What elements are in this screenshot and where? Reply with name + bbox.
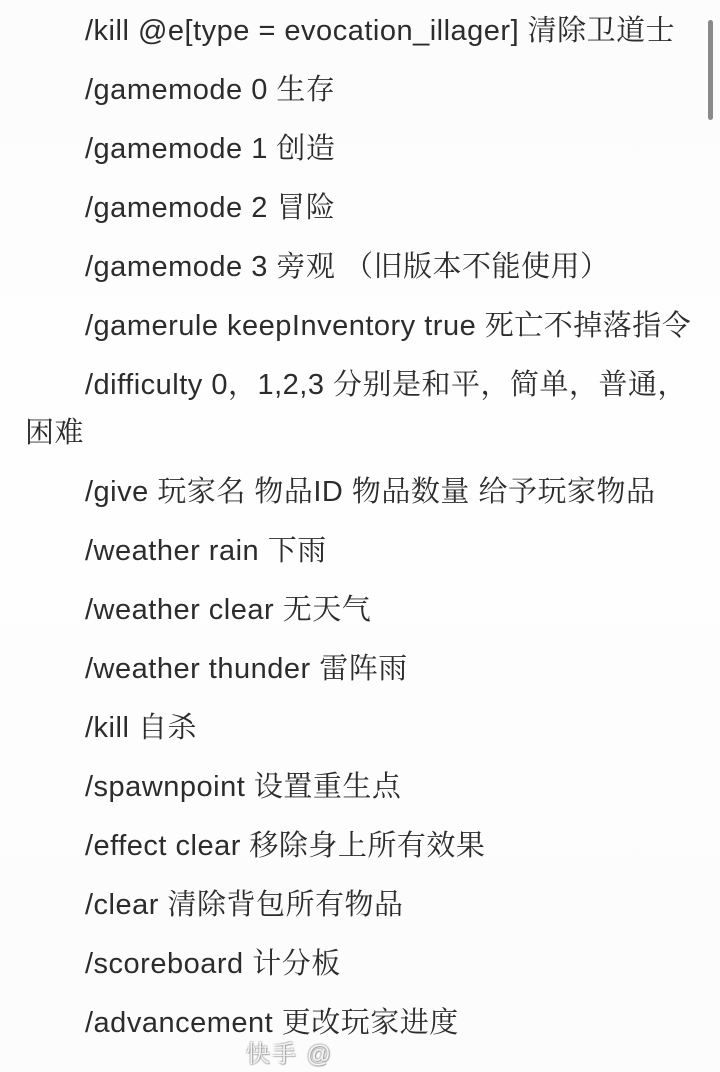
command-text: /weather clear 无天气 <box>85 594 372 626</box>
command-text: /gamemode 1 创造 <box>85 133 336 165</box>
command-line <box>25 999 700 1047</box>
command-text: /spawnpoint 设置重生点 <box>85 771 402 803</box>
command-line <box>25 468 700 516</box>
command-text: /gamemode 2 冒险 <box>85 192 336 224</box>
command-text: /difficulty 0，1,2,3 分别是和平，简单，普通， <box>85 369 688 401</box>
command-line <box>25 125 700 173</box>
command-line <box>25 822 700 870</box>
command-line <box>25 645 700 693</box>
command-line <box>25 243 700 291</box>
command-text: /advancement 更改玩家进度 <box>85 1007 459 1039</box>
command-line <box>25 763 700 811</box>
command-text: /clear 清除背包所有物品 <box>85 889 404 921</box>
command-text: /weather rain 下雨 <box>85 535 327 567</box>
command-text: /scoreboard 计分板 <box>85 948 341 980</box>
command-text-wrapped: 困难 <box>25 417 85 449</box>
command-line <box>25 66 700 114</box>
command-text: /gamemode 0 生存 <box>85 74 336 106</box>
scrollbar-thumb[interactable] <box>708 20 713 120</box>
command-line <box>25 940 700 988</box>
command-line <box>25 527 700 575</box>
command-text: /kill @e[type = evocation_illager] 清除卫道士 <box>85 15 676 47</box>
command-line <box>25 361 700 457</box>
command-line <box>25 704 700 752</box>
command-text: /gamemode 3 旁观 （旧版本不能使用） <box>85 251 610 283</box>
command-line <box>25 7 700 55</box>
command-text: /gamerule keepInventory true 死亡不掉落指令 <box>85 310 692 342</box>
kuaishou-watermark: 快手 @ <box>246 1041 334 1068</box>
command-line <box>25 881 700 929</box>
command-text: /give 玩家名 物品ID 物品数量 给予玩家物品 <box>85 476 656 508</box>
command-text: /kill 自杀 <box>85 712 197 744</box>
command-text: /weather thunder 雷阵雨 <box>85 653 408 685</box>
command-line <box>25 586 700 634</box>
command-text: /effect clear 移除身上所有效果 <box>85 830 486 862</box>
command-line <box>25 302 700 350</box>
command-line <box>25 184 700 232</box>
